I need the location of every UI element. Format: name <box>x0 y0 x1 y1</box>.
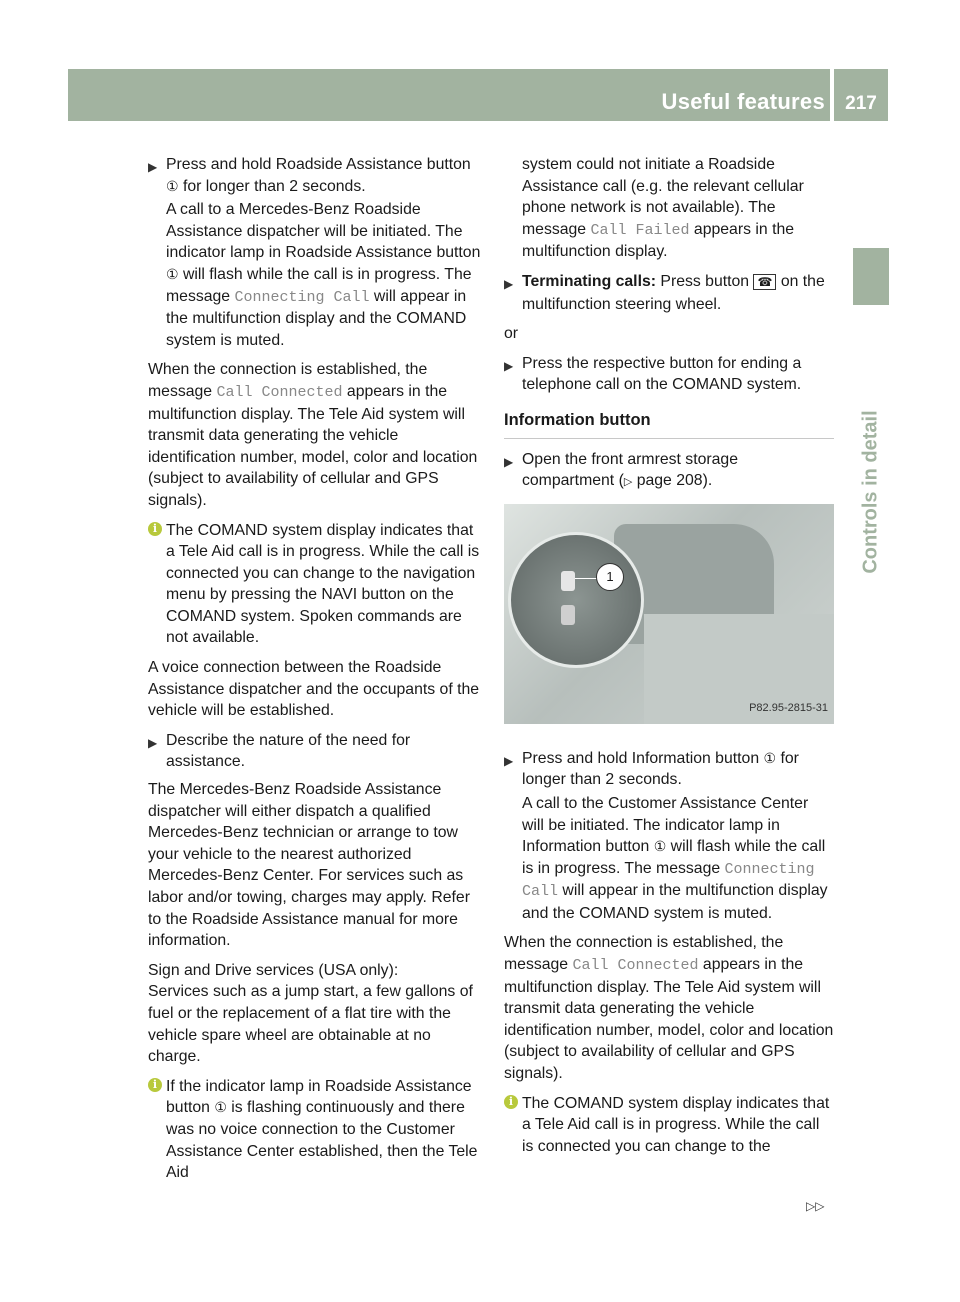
right-column <box>504 154 834 1165</box>
instruction-step: ▶ Open the front armrest storage compartment (▷ page 208). <box>504 450 738 490</box>
step-arrow-icon: ▶ <box>504 753 514 768</box>
instruction-step: ▶ Press and hold Information button ① for longer than 2 seconds. <box>504 749 799 789</box>
paragraph: When the connection is established, the message Call Connected appears in the multifunction display. The Tele Aid system will transmit data generating the vehicle identification number, model, color and location (subject to availability of cellular and GPS signals). <box>504 934 834 1083</box>
step-arrow-icon: ▶ <box>504 358 514 373</box>
image-code: P82.95-2815-31 <box>749 702 828 715</box>
instruction-step: ▶ Terminating calls: Press button ☎ on the multifunction steering wheel. <box>504 272 825 313</box>
step-arrow-icon: ▶ <box>148 735 158 750</box>
step-arrow-icon: ▶ <box>504 276 514 291</box>
info-icon: i <box>148 522 162 536</box>
roadside-button-icon <box>561 605 575 625</box>
paragraph: A voice connection between the Roadside Assistance dispatcher and the occupants of the vehicle will be established. <box>148 659 480 720</box>
info-button-icon <box>561 571 575 591</box>
side-tab-label: Controls in detail <box>859 410 882 574</box>
paragraph: system could not initiate a Roadside Assistance call (e.g. the relevant cellular phone network is not available). The message Call Failed appears in the multifunction display. <box>522 156 804 261</box>
info-note: i If the indicator lamp in Roadside Assistance button ① is flashing continuously and there was no voice connection to the Customer Assistance Center established, then the Tele Aid <box>148 1076 482 1184</box>
zoom-detail <box>508 532 644 668</box>
step-arrow-icon: ▶ <box>504 454 514 469</box>
continue-arrow-icon: ▷▷ <box>806 1199 825 1213</box>
instruction-step: ▶ Press the respective button for ending a telephone call on the COMAND system. <box>504 354 802 394</box>
info-icon: i <box>148 1078 162 1092</box>
paragraph: When the connection is established, the message Call Connected appears in the multifunction display. The Tele Aid system will transmit data generating the vehicle identification number, model, color and location (subject to availability of cellular and GPS signals). <box>148 361 478 509</box>
page-number: 217 <box>845 93 877 114</box>
info-note: i The COMAND system display indicates that a Tele Aid call is in progress. While the call is connected you can change to the <box>504 1093 834 1158</box>
section-heading: Information button <box>504 410 834 439</box>
paragraph: The Mercedes-Benz Roadside Assistance dispatcher will either dispatch a qualified Mercedes-Benz technician or arrange to tow your vehicle to the nearest authorized Mercedes-Benz Center. For services such as labor and/or towing, charges may apply. Refer to the Roadside Assistance manual for more information. <box>148 781 470 950</box>
paragraph: Sign and Drive services (USA only): <box>148 961 399 979</box>
instruction-step: ▶ Press and hold Roadside Assistance button ① for longer than 2 seconds. <box>148 156 471 195</box>
armrest-photo <box>504 504 834 724</box>
callout-number: 1 <box>596 563 624 591</box>
paragraph: or <box>504 325 519 343</box>
info-icon: i <box>504 1095 518 1109</box>
step-arrow-icon: ▶ <box>148 160 158 174</box>
instruction-step: ▶ Describe the nature of the need for assistance. <box>148 731 411 771</box>
left-column <box>148 154 482 1192</box>
paragraph: Services such as a jump start, a few gallons of fuel or the replacement of a flat tire with the vehicle spare wheel are obtainable at no charge. <box>148 983 473 1066</box>
section-title: Useful features <box>661 89 825 114</box>
info-note: i The COMAND system display indicates that a Tele Aid call is in progress. While the call is connected you can change to the navigation menu by pressing the NAVI button on the COMAND system. Spoken commands are not available. <box>148 520 482 650</box>
paragraph: A call to a Mercedes-Benz Roadside Assistance dispatcher will be initiated. The indicator lamp in Roadside Assistance button ① will flash while the call is in progress. The message Connecting Call will appear in the multifunction display and the COMAND system is muted. <box>166 201 481 349</box>
callout-line <box>575 578 597 580</box>
end-call-icon: ☎ <box>753 274 776 290</box>
paragraph: A call to the Customer Assistance Center will be initiated. The indicator lamp in Information button ① will flash while the call is in progress. The message Connecting Call will appear in the multifunction display and the COMAND system is muted. <box>522 794 828 922</box>
